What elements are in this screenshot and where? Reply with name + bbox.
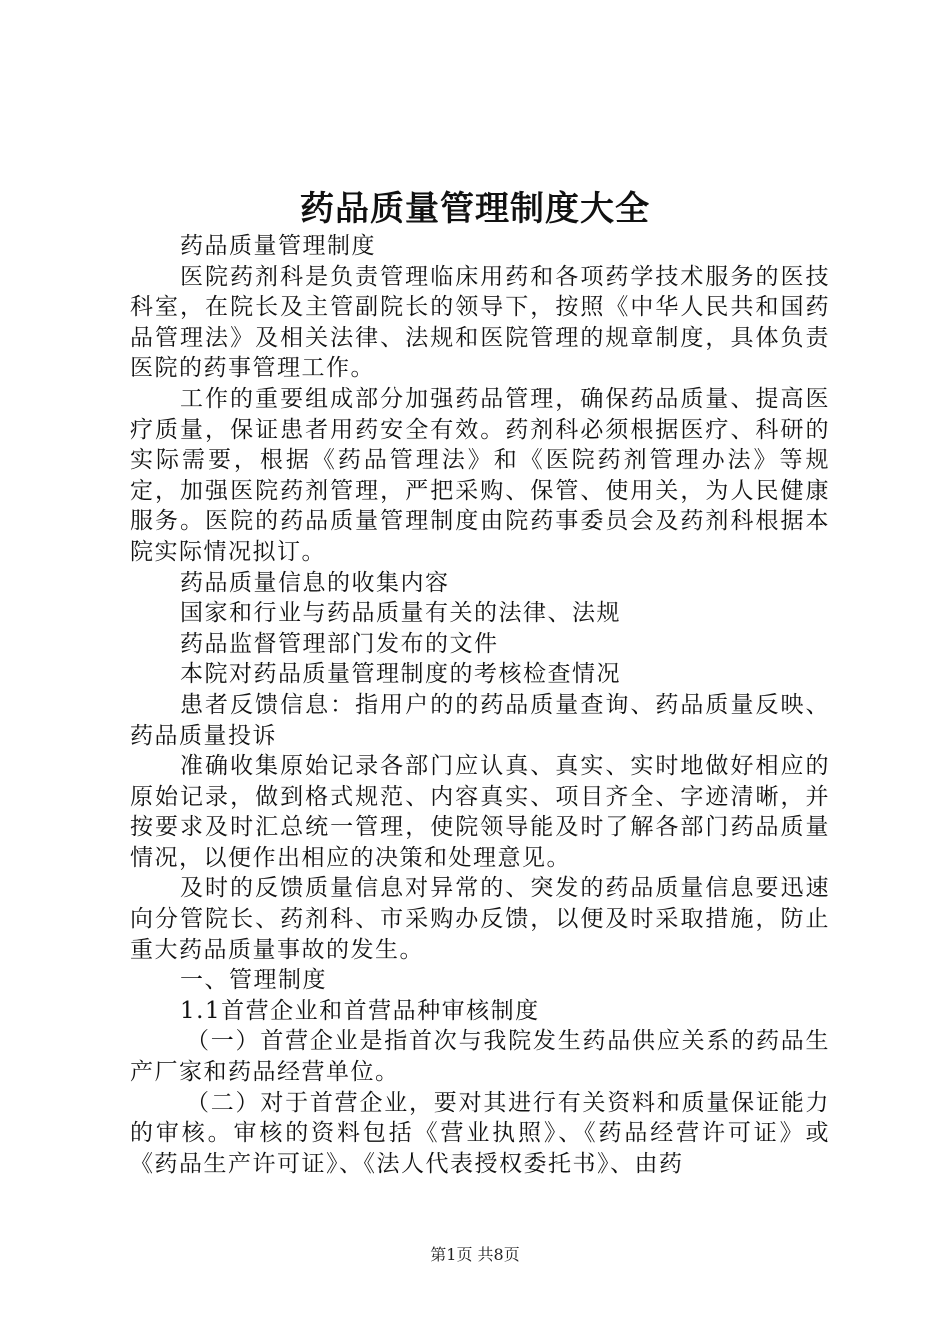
list-item: 国家和行业与药品质量有关的法律、法规 [180,600,621,627]
subsection-heading: 1.1首营企业和首营品种审核制度 [180,997,540,1024]
paragraph: 医院药剂科是负责管理临床用药和各项药学技术服务的医技科室，在院长及主管副院长的领导下，按照《中华人民共和国药品管理法》及相关法律、法规和医院管理的规章制度，具体负责医院的药事管理工作。 [130,263,830,382]
paragraph: 及时的反馈质量信息对异常的、突发的药品质量信息要迅速向分管院长、药剂科、市采购办反馈，以便及时采取措施，防止重大药品质量事故的发生。 [130,875,830,963]
section-heading: 药品质量管理制度 [180,233,376,259]
section-heading: 药品质量信息的收集内容 [180,569,450,596]
paragraph: 准确收集原始记录各部门应认真、真实、实时地做好相应的原始记录，做到格式规范、内容真实、项目齐全、字迹清晰，并按要求及时汇总统一管理，使院领导能及时了解各部门药品质量情况，以便作出相应的决策和处理意见。 [130,753,830,871]
section-heading: 一、管理制度 [180,967,327,994]
document-body [130,231,830,1179]
paragraph: 患者反馈信息：指用户的的药品质量查询、药品质量反映、药品质量投诉 [130,691,830,749]
document-title: 药品质量管理制度大全 [300,189,650,229]
page-footer: 第1页 共8页 [430,1245,520,1264]
paragraph: （一）首营企业是指首次与我院发生药品供应关系的药品生产厂家和药品经营单位。 [130,1028,830,1086]
paragraph: （二）对于首营企业，要对其进行有关资料和质量保证能力的审核。审核的资料包括《营业执照》、《药品经营许可证》或《药品生产许可证》、《法人代表授权委托书》、由药 [130,1089,830,1177]
list-item: 本院对药品质量管理制度的考核检查情况 [180,661,621,688]
paragraph: 工作的重要组成部分加强药品管理，确保药品质量、提高医疗质量，保证患者用药安全有效。药剂科必须根据医疗、科研的实际需要，根据《药品管理法》和《医院药剂管理办法》等规定，加强医院药剂管理，严把采购、保管、使用关，为人民健康服务。医院的药品质量管理制度由院药事委员会及药剂科根据本院实际情况拟订。 [130,385,830,565]
list-item: 药品监督管理部门发布的文件 [180,630,499,657]
